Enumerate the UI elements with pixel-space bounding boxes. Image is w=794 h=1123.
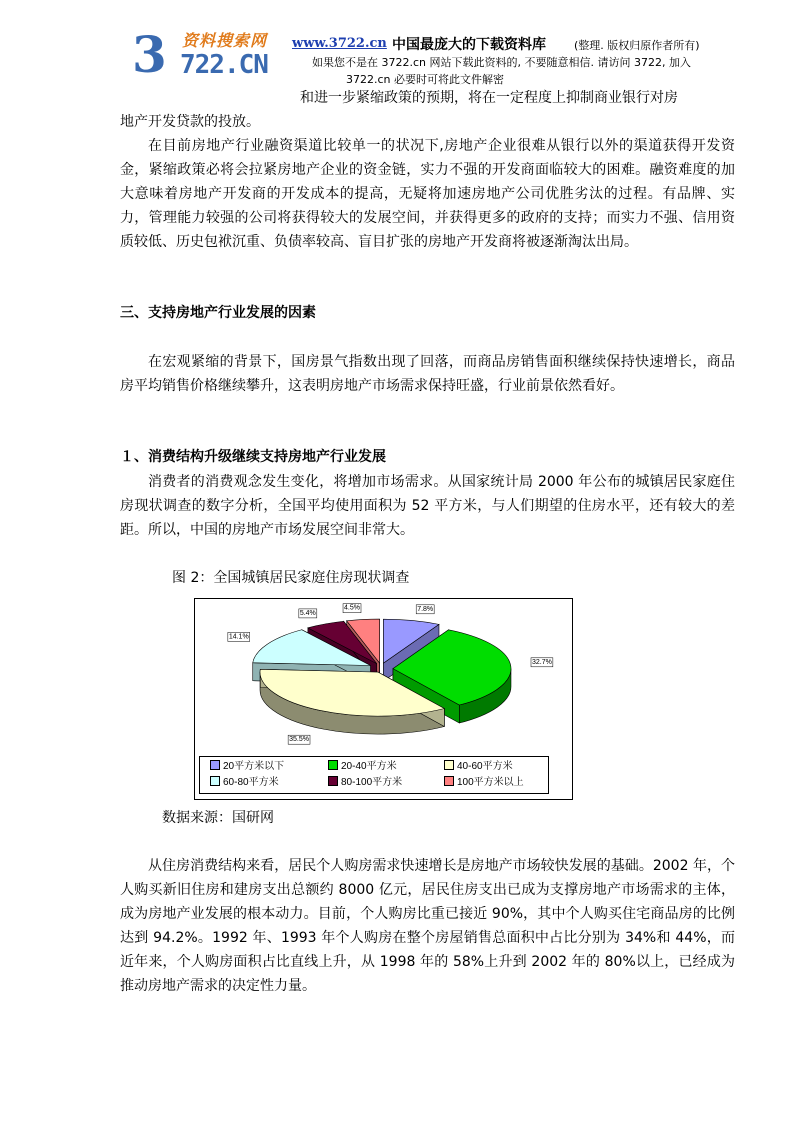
legend-item-3 <box>444 760 513 774</box>
chart-legend <box>199 756 549 794</box>
paragraph-1-line2: 地产开发贷款的投放。 <box>120 114 260 130</box>
legend-swatch-4 <box>210 776 220 786</box>
legend-label-2: 20-40平方米 <box>341 761 397 772</box>
paragraph-1-line1: 和进一步紧缩政策的预期，将在一定程度上抑制商业银行对房 <box>300 90 678 106</box>
legend-item-4 <box>210 776 279 790</box>
data-label-6: 4.5% <box>344 604 360 612</box>
header-notice-line1: 如果您不是在 3722.cn 网站下载此资料的, 不要随意相信. 请访问 3722, 加入 <box>312 56 691 69</box>
paragraph-3: 在宏观紧缩的背景下，国房景气指数出现了回落，而商品房销售面积继续保持快速增长，商品房平均销售价格继续攀升，这表明房地产市场需求保持旺盛，行业前景依然看好。 <box>120 354 735 394</box>
legend-label-3: 40-60平方米 <box>457 761 513 772</box>
legend-item-5 <box>328 776 402 790</box>
paragraph-5: 从住房消费结构来看，居民个人购房需求快速增长是房地产市场较快发展的基础。2002 年，个人购买新旧住房和建房支出总额约 8000 亿元，居民住房支出已成为支撑房地产市场需求的主体，成为房地产业发展的根本动力。目前，个人购房比重已接近 90%，其中个人购买住宅商品房的比例达到 94.2%。1992 年、1993 年个人购房在整个房屋销售总面积中占比分别为 34%和 44%，而近年来，个人购房面积占比直线上升，从 1998 年的 58%上升到 2002 年的 80%以上，已经成为推动房地产需求的决定性力量。 <box>120 858 735 994</box>
legend-swatch-2 <box>328 760 338 770</box>
site-url-link[interactable]: www.3722.cn <box>292 36 387 51</box>
data-label-1: 7.8% <box>417 605 434 613</box>
pie-chart-frame <box>194 598 573 800</box>
legend-swatch-5 <box>328 776 338 786</box>
legend-item-6 <box>444 776 524 790</box>
data-label-2: 32.7% <box>532 658 552 666</box>
legend-label-4: 60-80平方米 <box>223 777 279 788</box>
site-logo-domain: 722.CN <box>180 50 268 80</box>
header-title: 中国最庞大的下载资料库 <box>392 37 546 53</box>
data-label-4: 14.1% <box>228 633 249 641</box>
site-logo-slogan: 资料搜索网 <box>182 31 268 50</box>
legend-swatch-1 <box>210 760 220 770</box>
data-label-5: 5.4% <box>299 609 316 617</box>
site-logo-digit: 3 <box>132 25 165 84</box>
subsection-heading-1: １、消费结构升级继续支持房地产行业发展 <box>120 449 386 465</box>
legend-swatch-3 <box>444 760 454 770</box>
legend-label-5: 80-100平方米 <box>341 777 403 788</box>
legend-item-1 <box>210 760 284 774</box>
figure-source: 数据来源：国研网 <box>162 810 274 826</box>
paragraph-4: 消费者的消费观念发生变化，将增加市场需求。从国家统计局 2000 年公布的城镇居民家庭住房现状调查的数字分析，全国平均使用面积为 52 平方米，与人们期望的住房水平，还有较大的差距。所以，中国的房地产市场发展空间非常大。 <box>120 474 735 538</box>
legend-swatch-6 <box>444 776 454 786</box>
paragraph-2: 在目前房地产行业融资渠道比较单一的状况下,房地产企业很难从银行以外的渠道获得开发资金，紧缩政策必将会拉紧房地产企业的资金链，实力不强的开发商面临较大的困难。融资难度的加大意味着房地产开发商的开发成本的提高，无疑将加速房地产公司优胜劣汰的过程。有品牌、实力，管理能力较强的公司将获得较大的发展空间，并获得更多的政府的支持；而实力不强、信用资质较低、历史包袱沉重、负债率较高、盲目扩张的房地产开发商将被逐渐淘汰出局。 <box>120 138 735 250</box>
header-notice-line2: 3722.cn 必要时可将此文件解密 <box>346 73 505 86</box>
data-label-3: 35.5% <box>289 736 309 744</box>
pie-chart <box>195 599 572 756</box>
legend-item-2 <box>328 760 397 774</box>
section-heading-3: 三、支持房地产行业发展的因素 <box>120 305 316 321</box>
legend-label-6: 100平方米以上 <box>457 777 524 788</box>
figure-caption: 图 2：全国城镇居民家庭住房现状调查 <box>172 570 410 586</box>
header-rights-note: (整理. 版权归原作者所有) <box>574 39 700 52</box>
legend-label-1: 20平方米以下 <box>223 761 285 772</box>
